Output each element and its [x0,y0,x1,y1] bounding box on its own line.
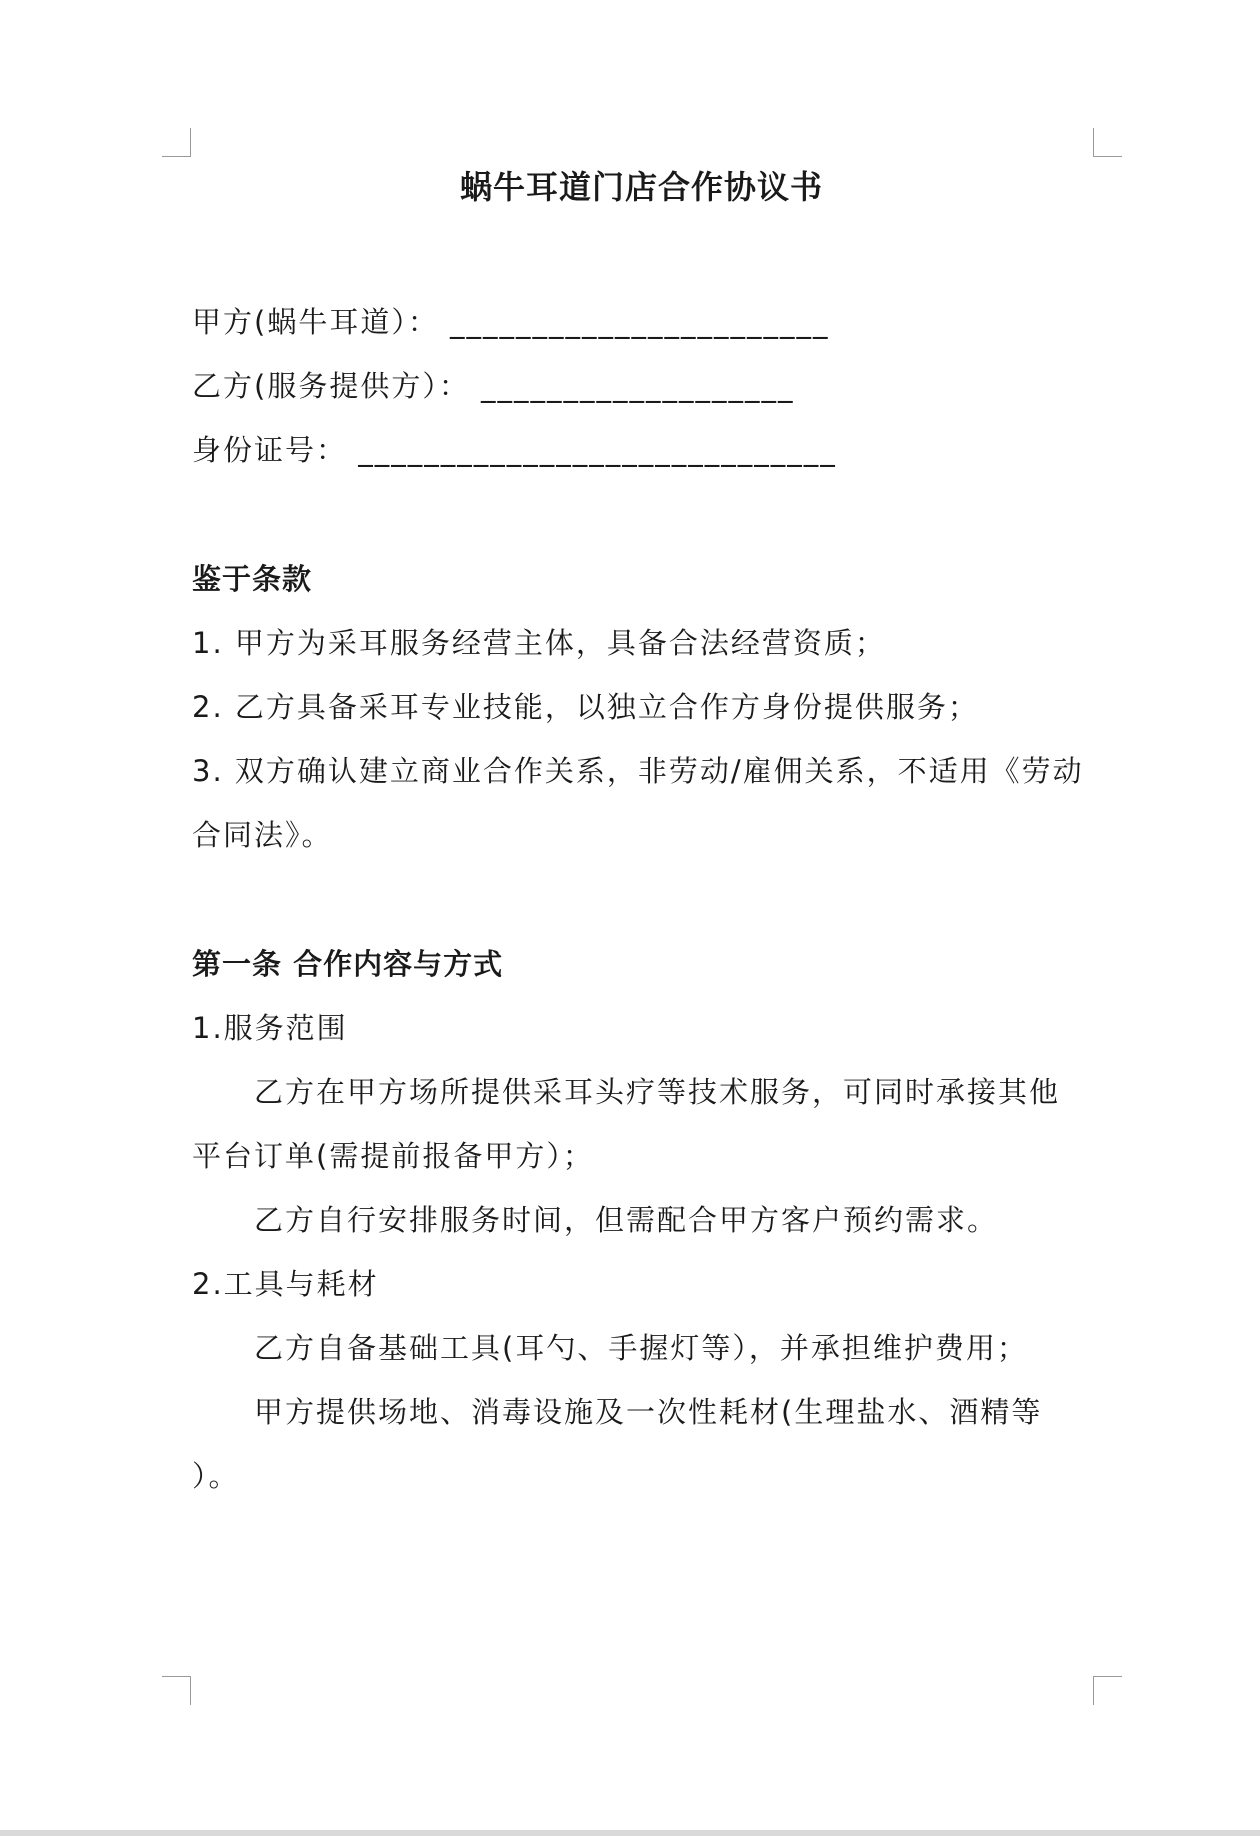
tools-line-1: 乙方自备基础工具(耳勺、手握灯等），并承担维护费用； [254,1331,1028,1365]
tools-subheading: 2.工具与耗材 [192,1267,379,1301]
tools-line-3: ）。 [192,1459,240,1493]
service-scope-line-2: 平台订单(需提前报备甲方）； [192,1139,594,1173]
tools-line-2: 甲方提供场地、消毒设施及一次性耗材(生理盐水、酒精等 [254,1395,1043,1429]
margin-corner-bottom-left [162,1676,191,1705]
party-a-field: 甲方(蜗牛耳道）： _______________________ [192,305,830,339]
recitals-heading: 鉴于条款 [192,562,313,596]
recital-item-3: 3. 双方确认建立商业合作关系，非劳动/雇佣关系，不适用《劳动 [192,754,1084,788]
document-title: 蜗牛耳道门店合作协议书 [459,168,823,206]
margin-corner-top-left [162,128,191,157]
service-scope-subheading: 1.服务范围 [192,1011,348,1045]
recital-item-3-continued: 合同法》。 [192,818,333,852]
recital-item-2: 2. 乙方具备采耳专业技能，以独立合作方身份提供服务； [192,690,979,724]
party-b-field: 乙方(服务提供方）： ___________________ [192,369,795,403]
service-scope-line-3: 乙方自行安排服务时间，但需配合甲方客户预约需求。 [254,1203,999,1237]
id-number-field: 身份证号： _____________________________ [192,433,837,467]
margin-corner-bottom-right [1093,1676,1122,1705]
service-scope-line-1: 乙方在甲方场所提供采耳头疗等技术服务，可同时承接其他 [254,1075,1061,1109]
recital-item-1: 1. 甲方为采耳服务经营主体，具备合法经营资质； [192,626,886,660]
margin-corner-top-right [1093,128,1122,157]
page-bottom-edge [0,1830,1260,1836]
article-1-heading: 第一条 合作内容与方式 [192,947,504,981]
